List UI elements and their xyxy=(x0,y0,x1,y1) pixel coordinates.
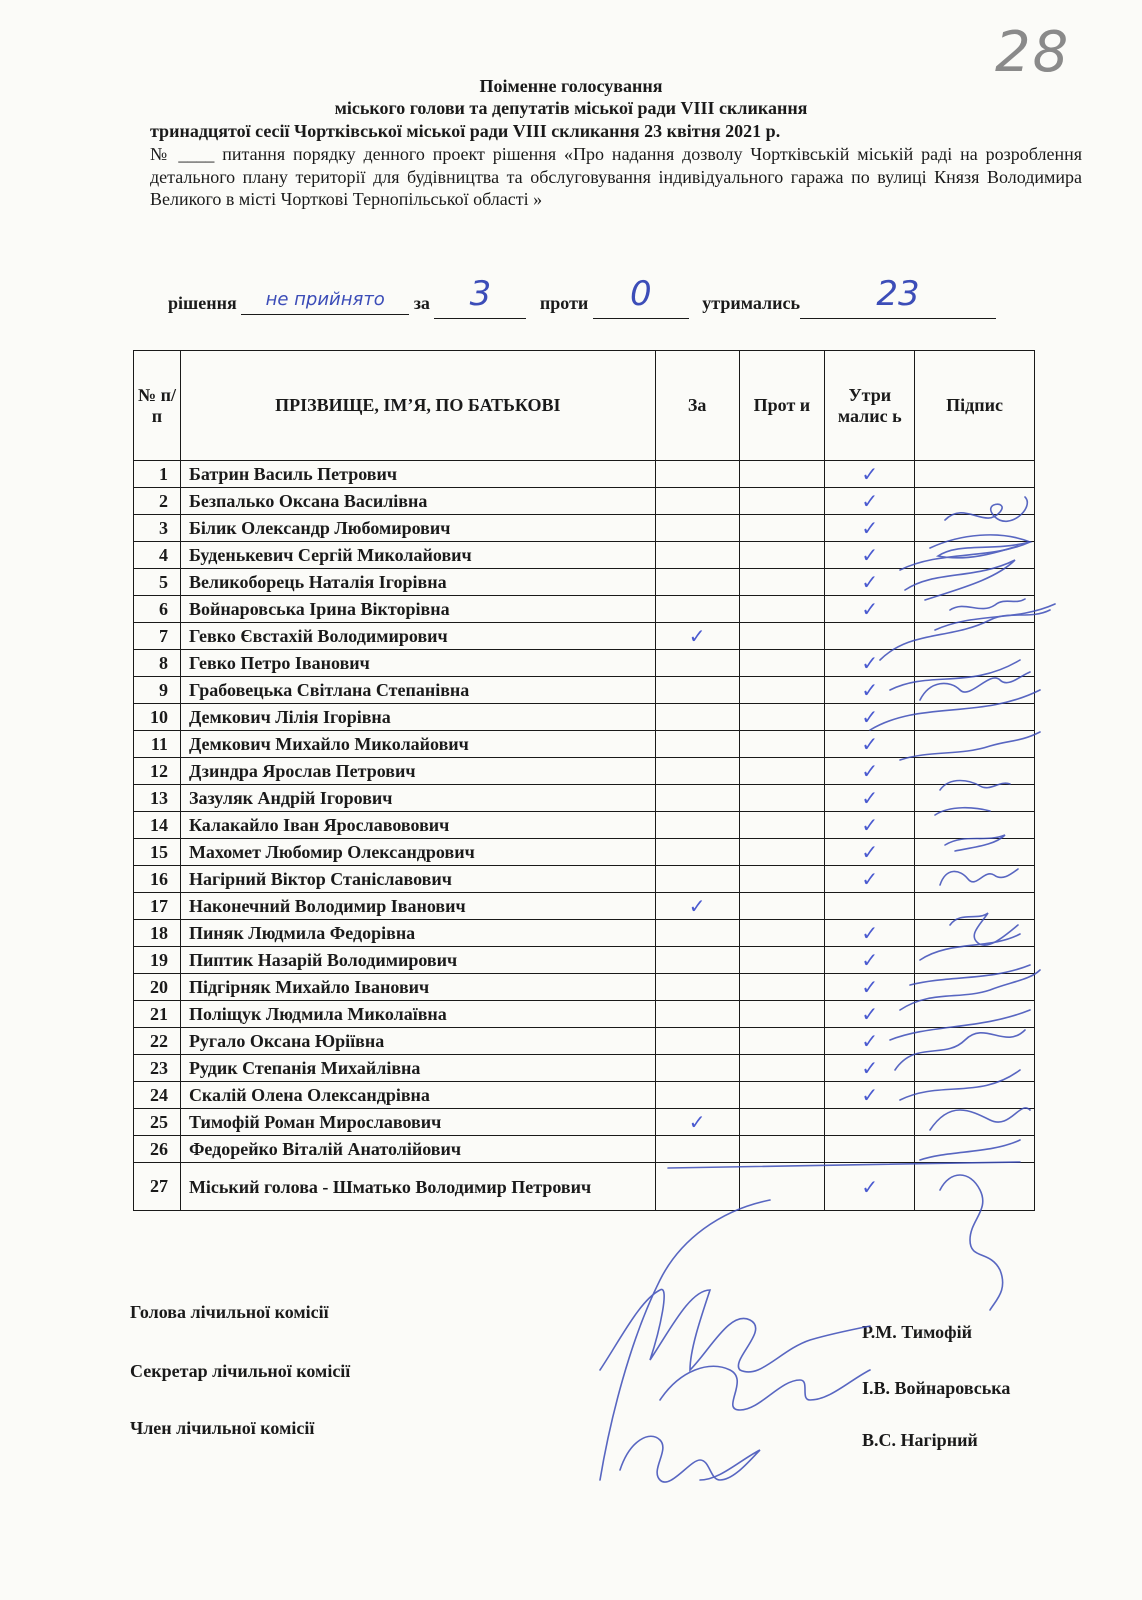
deputy-name: Рудик Степанія Михайлівна xyxy=(180,1055,655,1082)
vote-abstain-cell xyxy=(825,812,915,839)
checkmark-icon: ✓ xyxy=(861,597,879,621)
row-number: 25 xyxy=(134,1109,181,1136)
deputy-name: Грабовецька Світлана Степанівна xyxy=(180,677,655,704)
checkmark-icon: ✓ xyxy=(861,813,879,837)
table-row xyxy=(134,1001,1035,1028)
row-number: 20 xyxy=(134,974,181,1001)
deputy-name: Поліщук Людмила Миколаївна xyxy=(180,1001,655,1028)
table-row xyxy=(134,1028,1035,1055)
checkmark-icon: ✓ xyxy=(861,759,879,783)
deputy-name: Зазуляк Андрій Ігорович xyxy=(180,785,655,812)
signature-cell xyxy=(915,461,1035,488)
signature-cell xyxy=(915,1082,1035,1109)
signature-cell xyxy=(915,785,1035,812)
row-number: 19 xyxy=(134,947,181,974)
vote-against-cell xyxy=(739,650,825,677)
deputy-name: Калакайло Іван Ярославовович xyxy=(180,812,655,839)
deputy-name: Скалій Олена Олександрівна xyxy=(180,1082,655,1109)
checkmark-icon: ✓ xyxy=(861,1002,879,1026)
deputy-name: Батрин Василь Петрович xyxy=(180,461,655,488)
vote-abstain-cell xyxy=(825,785,915,812)
vote-abstain-cell xyxy=(825,1028,915,1055)
row-number: 27 xyxy=(134,1163,181,1211)
table-row xyxy=(134,839,1035,866)
table-row xyxy=(134,812,1035,839)
vote-for-cell xyxy=(655,596,739,623)
header-num: № п/п xyxy=(134,351,181,461)
vote-abstain-cell xyxy=(825,1136,915,1163)
checkmark-icon: ✓ xyxy=(861,516,879,540)
deputy-name: Білик Олександр Любомирович xyxy=(180,515,655,542)
session-line: тринадцятої сесії Чортківської міської ради VIII скликання 23 квітня 2021 р. xyxy=(150,121,781,141)
deputy-name: Федорейко Віталій Анатолійович xyxy=(180,1136,655,1163)
signature-cell xyxy=(915,974,1035,1001)
vote-against-cell xyxy=(739,731,825,758)
vote-results xyxy=(168,274,1068,319)
signature-cell xyxy=(915,1136,1035,1163)
document-title: Поіменне голосування xyxy=(479,76,663,96)
vote-against-cell xyxy=(739,866,825,893)
row-number: 23 xyxy=(134,1055,181,1082)
vote-against-cell xyxy=(739,1109,825,1136)
vote-abstain-cell xyxy=(825,461,915,488)
vote-for-cell xyxy=(655,461,739,488)
page-number: 28 xyxy=(995,20,1071,85)
header-name: ПРІЗВИЩЕ, ІМ’Я, ПО БАТЬКОВІ xyxy=(180,351,655,461)
deputy-name: Демкович Михайло Миколайович xyxy=(180,731,655,758)
signature-cell xyxy=(915,866,1035,893)
checkmark-icon: ✓ xyxy=(688,1110,706,1134)
checkmark-icon: ✓ xyxy=(861,1174,879,1199)
against-value: 0 xyxy=(593,278,689,319)
for-value: 3 xyxy=(434,278,526,319)
vote-abstain-cell xyxy=(825,758,915,785)
vote-against-cell xyxy=(739,515,825,542)
vote-abstain-cell xyxy=(825,920,915,947)
checkmark-icon: ✓ xyxy=(861,975,879,999)
table-row xyxy=(134,920,1035,947)
signature-cell xyxy=(915,515,1035,542)
decision-value: не прийнято xyxy=(241,293,409,315)
table-row xyxy=(134,1163,1035,1211)
row-number: 22 xyxy=(134,1028,181,1055)
vote-against-cell xyxy=(739,1055,825,1082)
vote-for-cell xyxy=(655,1109,739,1136)
vote-abstain-cell xyxy=(825,1055,915,1082)
table-row xyxy=(134,1082,1035,1109)
vote-against-cell xyxy=(739,623,825,650)
signature-cell xyxy=(915,1163,1035,1211)
signature-cell xyxy=(915,812,1035,839)
signature-cell xyxy=(915,947,1035,974)
table-row xyxy=(134,1136,1035,1163)
abstained-label: утримались xyxy=(702,293,800,313)
signature-cell xyxy=(915,1055,1035,1082)
vote-for-cell xyxy=(655,569,739,596)
checkmark-icon: ✓ xyxy=(861,570,879,594)
vote-against-cell xyxy=(739,758,825,785)
deputy-name: Гевко Петро Іванович xyxy=(180,650,655,677)
vote-for-cell xyxy=(655,785,739,812)
vote-abstain-cell xyxy=(825,488,915,515)
vote-against-cell xyxy=(739,839,825,866)
deputy-name: Ругало Оксана Юріївна xyxy=(180,1028,655,1055)
signature-cell xyxy=(915,704,1035,731)
decision-label: рішення xyxy=(168,293,237,313)
row-number: 21 xyxy=(134,1001,181,1028)
row-number: 8 xyxy=(134,650,181,677)
row-number: 17 xyxy=(134,893,181,920)
table-header-row xyxy=(134,351,1035,461)
header-abstain: Утри малис ь xyxy=(825,351,915,461)
row-number: 4 xyxy=(134,542,181,569)
member-signature xyxy=(620,1436,760,1482)
signature-cell xyxy=(915,1028,1035,1055)
row-number: 16 xyxy=(134,866,181,893)
vote-abstain-cell xyxy=(825,947,915,974)
vote-for-cell xyxy=(655,515,739,542)
row-number: 13 xyxy=(134,785,181,812)
table-row xyxy=(134,569,1035,596)
checkmark-icon: ✓ xyxy=(861,1083,879,1107)
vote-against-cell xyxy=(739,569,825,596)
row-number: 9 xyxy=(134,677,181,704)
deputy-name: Тимофій Роман Мирославович xyxy=(180,1109,655,1136)
vote-against-cell xyxy=(739,947,825,974)
checkmark-icon: ✓ xyxy=(861,651,879,675)
vote-against-cell xyxy=(739,974,825,1001)
long-pen-stroke xyxy=(600,1200,770,1480)
checkmark-icon: ✓ xyxy=(861,705,879,729)
deputy-name: Войнаровська Ірина Вікторівна xyxy=(180,596,655,623)
commission-chair-role: Голова лічильної комісії xyxy=(130,1302,329,1322)
vote-abstain-cell xyxy=(825,1109,915,1136)
header-signature: Підпис xyxy=(915,351,1035,461)
table-row xyxy=(134,596,1035,623)
vote-for-cell xyxy=(655,731,739,758)
signature-cell xyxy=(915,542,1035,569)
vote-abstain-cell xyxy=(825,515,915,542)
checkmark-icon: ✓ xyxy=(861,732,879,756)
vote-against-cell xyxy=(739,1082,825,1109)
deputy-name: Дзиндра Ярослав Петрович xyxy=(180,758,655,785)
for-label: за xyxy=(413,293,430,313)
vote-abstain-cell xyxy=(825,596,915,623)
vote-for-cell xyxy=(655,974,739,1001)
vote-against-cell xyxy=(739,1163,825,1211)
signature-cell xyxy=(915,1001,1035,1028)
row-number: 11 xyxy=(134,731,181,758)
vote-against-cell xyxy=(739,1001,825,1028)
vote-against-cell xyxy=(739,461,825,488)
signature-cell xyxy=(915,893,1035,920)
table-row xyxy=(134,704,1035,731)
vote-abstain-cell xyxy=(825,569,915,596)
table-row xyxy=(134,623,1035,650)
checkmark-icon: ✓ xyxy=(861,786,879,810)
vote-abstain-cell xyxy=(825,623,915,650)
row-number: 3 xyxy=(134,515,181,542)
vote-against-cell xyxy=(739,488,825,515)
vote-for-cell xyxy=(655,542,739,569)
checkmark-icon: ✓ xyxy=(861,489,879,513)
signature-cell xyxy=(915,1109,1035,1136)
vote-abstain-cell xyxy=(825,1163,915,1211)
vote-for-cell xyxy=(655,893,739,920)
table-row xyxy=(134,758,1035,785)
vote-for-cell xyxy=(655,812,739,839)
checkmark-icon: ✓ xyxy=(861,1056,879,1080)
signature-cell xyxy=(915,731,1035,758)
table-row xyxy=(134,461,1035,488)
vote-for-cell xyxy=(655,1082,739,1109)
deputy-name: Підгірняк Михайло Іванович xyxy=(180,974,655,1001)
checkmark-icon: ✓ xyxy=(861,543,879,567)
vote-abstain-cell xyxy=(825,1001,915,1028)
checkmark-icon: ✓ xyxy=(861,921,879,945)
row-number: 12 xyxy=(134,758,181,785)
signature-cell xyxy=(915,677,1035,704)
vote-for-cell xyxy=(655,488,739,515)
row-number: 26 xyxy=(134,1136,181,1163)
signature-cell xyxy=(915,650,1035,677)
vote-against-cell xyxy=(739,812,825,839)
vote-for-cell xyxy=(655,1055,739,1082)
vote-abstain-cell xyxy=(825,677,915,704)
vote-for-cell xyxy=(655,704,739,731)
table-row xyxy=(134,866,1035,893)
vote-against-cell xyxy=(739,542,825,569)
header-for: За xyxy=(655,351,739,461)
document-subtitle: міського голови та депутатів міської ради VIII скликання xyxy=(334,98,808,118)
agenda-question: № ____ питання порядку денного проект рішення «Про надання дозволу Чортківській міській раді на розроблення детального плану території для будівництва та обслуговування індивідуального гаража по вулиці Князя Володимира Великого в місті Чорткові Тернопільської області » xyxy=(150,144,1082,209)
vote-against-cell xyxy=(739,596,825,623)
vote-for-cell xyxy=(655,1028,739,1055)
vote-for-cell xyxy=(655,623,739,650)
secretary-signature xyxy=(660,1366,870,1410)
vote-against-cell xyxy=(739,893,825,920)
checkmark-icon: ✓ xyxy=(861,678,879,702)
vote-for-cell xyxy=(655,1163,739,1211)
vote-for-cell xyxy=(655,1136,739,1163)
abstained-value: 23 xyxy=(800,278,996,319)
checkmark-icon: ✓ xyxy=(861,948,879,972)
table-row xyxy=(134,677,1035,704)
commission-member-name: В.С. Нагірний xyxy=(862,1430,978,1450)
commission-secretary-name: І.В. Войнаровська xyxy=(862,1378,1011,1398)
commission-secretary-role: Секретар лічильної комісії xyxy=(130,1361,351,1381)
deputy-name: Пиняк Людмила Федорівна xyxy=(180,920,655,947)
commission-chair-name: Р.М. Тимофій xyxy=(862,1322,973,1342)
deputy-name: Безпалько Оксана Василівна xyxy=(180,488,655,515)
vote-against-cell xyxy=(739,920,825,947)
deputy-name: Нагірний Віктор Станіславович xyxy=(180,866,655,893)
signature-cell xyxy=(915,569,1035,596)
row-number: 15 xyxy=(134,839,181,866)
signature-cell xyxy=(915,758,1035,785)
vote-abstain-cell xyxy=(825,650,915,677)
row-number: 7 xyxy=(134,623,181,650)
chair-signature xyxy=(600,1289,870,1372)
vote-against-cell xyxy=(739,785,825,812)
vote-abstain-cell xyxy=(825,839,915,866)
vote-abstain-cell xyxy=(825,542,915,569)
vote-against-cell xyxy=(739,1136,825,1163)
vote-abstain-cell xyxy=(825,866,915,893)
table-row xyxy=(134,650,1035,677)
row-number: 24 xyxy=(134,1082,181,1109)
deputy-name: Пиптик Назарій Володимирович xyxy=(180,947,655,974)
vote-for-cell xyxy=(655,839,739,866)
checkmark-icon: ✓ xyxy=(861,840,879,864)
signature-cell xyxy=(915,596,1035,623)
deputy-name: Демкович Лілія Ігорівна xyxy=(180,704,655,731)
deputy-name: Великоборець Наталія Ігорівна xyxy=(180,569,655,596)
vote-against-cell xyxy=(739,704,825,731)
vote-abstain-cell xyxy=(825,1082,915,1109)
checkmark-icon: ✓ xyxy=(688,624,706,648)
table-row xyxy=(134,893,1035,920)
vote-for-cell xyxy=(655,758,739,785)
vote-for-cell xyxy=(655,650,739,677)
table-row xyxy=(134,785,1035,812)
checkmark-icon: ✓ xyxy=(861,867,879,891)
vote-for-cell xyxy=(655,1001,739,1028)
vote-for-cell xyxy=(655,866,739,893)
table-row xyxy=(134,947,1035,974)
signature-cell xyxy=(915,488,1035,515)
table-row xyxy=(134,515,1035,542)
vote-for-cell xyxy=(655,947,739,974)
checkmark-icon: ✓ xyxy=(861,1029,879,1053)
table-row xyxy=(134,1109,1035,1136)
header-against: Прот и xyxy=(739,351,825,461)
table-row xyxy=(134,731,1035,758)
row-number: 1 xyxy=(134,461,181,488)
vote-for-cell xyxy=(655,677,739,704)
table-row xyxy=(134,1055,1035,1082)
row-number: 14 xyxy=(134,812,181,839)
vote-abstain-cell xyxy=(825,731,915,758)
deputy-name: Наконечний Володимир Іванович xyxy=(180,893,655,920)
commission-member-role: Член лічильної комісії xyxy=(130,1418,315,1438)
vote-abstain-cell xyxy=(825,704,915,731)
vote-against-cell xyxy=(739,1028,825,1055)
checkmark-icon: ✓ xyxy=(688,894,706,918)
signature-cell xyxy=(915,839,1035,866)
vote-against-cell xyxy=(739,677,825,704)
deputy-name: Махомет Любомир Олександрович xyxy=(180,839,655,866)
table-row xyxy=(134,488,1035,515)
vote-abstain-cell xyxy=(825,974,915,1001)
row-number: 10 xyxy=(134,704,181,731)
vote-for-cell xyxy=(655,920,739,947)
table-row xyxy=(134,974,1035,1001)
vote-abstain-cell xyxy=(825,893,915,920)
deputy-name: Міський голова - Шматько Володимир Петрович xyxy=(180,1163,655,1211)
signature-cell xyxy=(915,920,1035,947)
row-number: 6 xyxy=(134,596,181,623)
table-row xyxy=(134,542,1035,569)
deputy-name: Буденькевич Сергій Миколайович xyxy=(180,542,655,569)
row-number: 5 xyxy=(134,569,181,596)
roll-call-table xyxy=(133,350,1035,1211)
deputy-name: Гевко Євстахій Володимирович xyxy=(180,623,655,650)
row-number: 2 xyxy=(134,488,181,515)
against-label: проти xyxy=(539,293,589,313)
signature-cell xyxy=(915,623,1035,650)
checkmark-icon: ✓ xyxy=(861,462,879,486)
row-number: 18 xyxy=(134,920,181,947)
